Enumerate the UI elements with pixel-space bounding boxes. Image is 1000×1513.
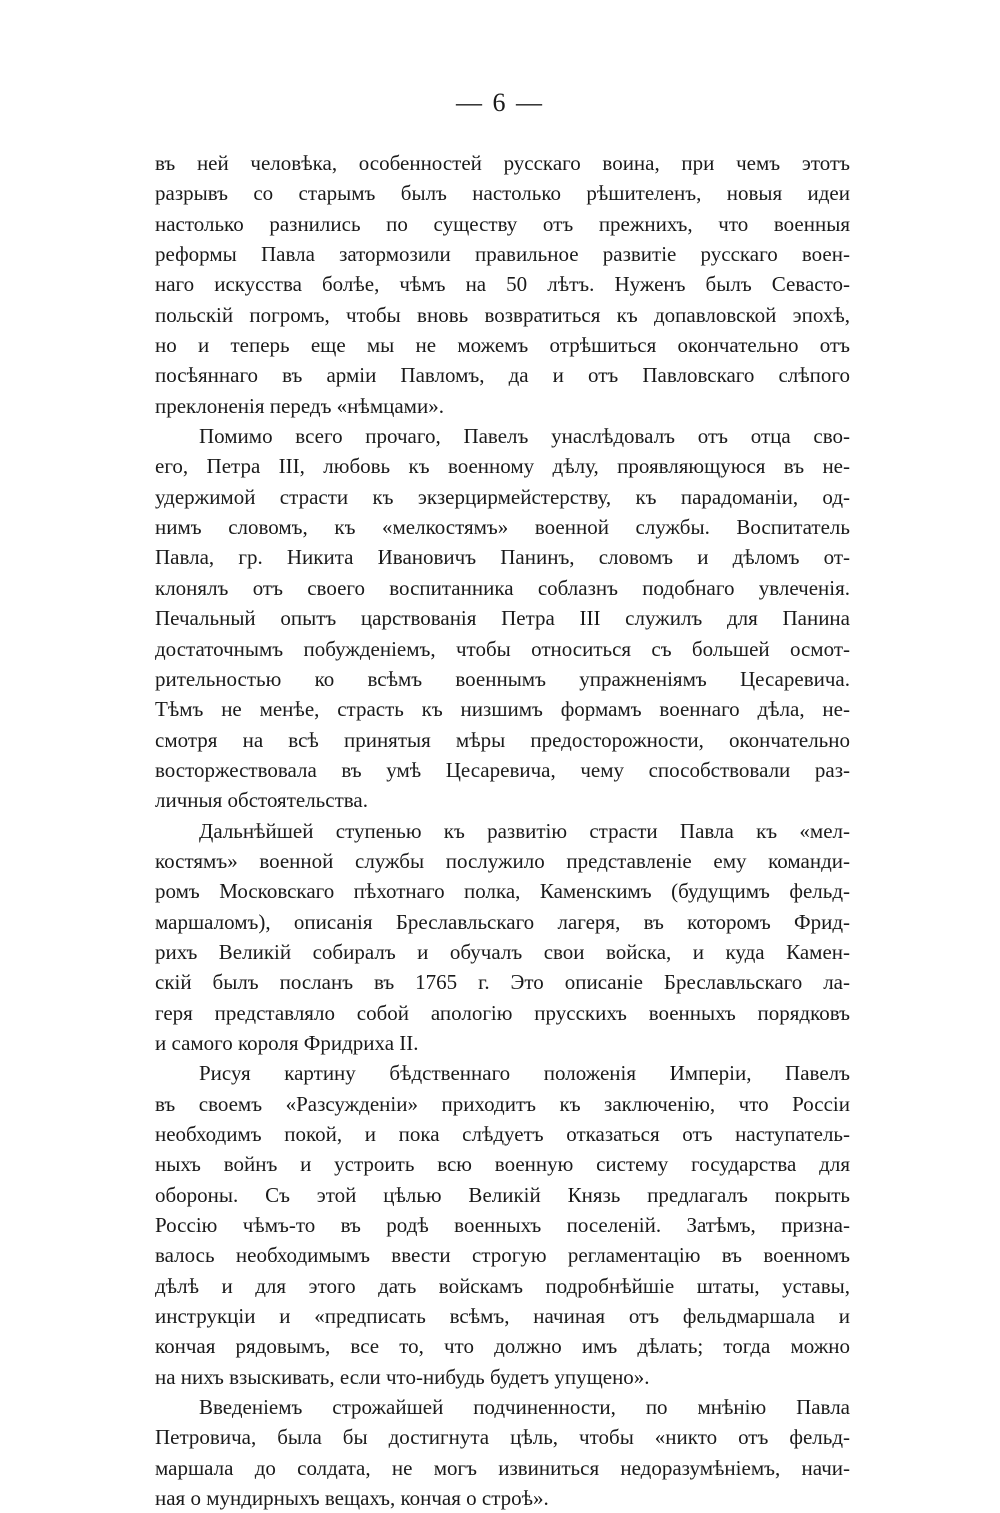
text-line: но и теперь еще мы не можемъ отрѣшиться окончательно отъ [155, 333, 850, 358]
text-line: личныя обстоятельства. [155, 788, 368, 813]
text-line: восторжествовала въ умѣ Цесаревича, чему способствовали раз- [155, 757, 850, 782]
text-line: кончая рядовымъ, все то, что должно имъ дѣлать; тогда можно [155, 1334, 850, 1359]
text-line: и самого короля Фридриха II. [155, 1030, 419, 1055]
paragraph-first-line: Дальнѣйшей ступенью къ развитію страсти Павла къ «мел- [199, 818, 850, 843]
text-line: ромъ Московскаго пѣхотнаго полка, Каменскимъ (будущимъ фельд- [155, 879, 850, 904]
text-line: въ ней человѣка, особенностей русскаго воина, при чемъ этотъ [155, 151, 850, 175]
text-line: разрывъ со старымъ былъ настолько рѣшителенъ, новыя идеи [155, 181, 850, 206]
text-line: клонялъ отъ своего воспитанника соблазнъ подобнаго увлеченія. [155, 575, 850, 600]
text-line: валось необходимымъ ввести строгую регламентацію въ военномъ [155, 1243, 850, 1268]
paragraph-first-line: Рисуя картину бѣдственнаго положенія Имперіи, Павелъ [199, 1061, 850, 1086]
text-line: дѣлѣ и для этого дать войскамъ подробнѣйшіе штаты, уставы, [155, 1273, 850, 1298]
text-line: скій былъ посланъ въ 1765 г. Это описаніе Бреславльскаго ла- [155, 970, 850, 995]
text-line: Петровича, была бы достигнута цѣль, чтобы «никто отъ фельд- [155, 1425, 850, 1450]
text-line: въ своемъ «Разсужденіи» приходитъ къ заключенію, что Россіи [155, 1091, 850, 1116]
text-line: инструкціи и «предписать всѣмъ, начиная отъ фельдмаршала и [155, 1304, 850, 1329]
text-line: ныхъ войнъ и устроить всю военную систему государства для [155, 1152, 850, 1177]
page-number: — 6 — [456, 88, 544, 117]
text-line: преклоненія передъ «нѣмцами». [155, 393, 444, 418]
text-line: на нихъ взыскивать, если что-нибудь будетъ упущено». [155, 1364, 650, 1389]
text-line: костямъ» военной службы послужило представленіе ему команди- [155, 848, 850, 873]
text-line: удержимой страсти къ экзерцирмейстерству, къ парадоманіи, од- [155, 484, 850, 509]
text-line: маршаломъ), описанія Бреславльскаго лагеря, въ которомъ Фрид- [155, 909, 850, 934]
text-line: Печальный опытъ царствованія Петра III служилъ для Панина [155, 606, 850, 631]
text-line: рительностью ко всѣмъ военнымъ упражненіямъ Цесаревича. [155, 666, 850, 691]
text-line: его, Петра III, любовь къ военному дѣлу, проявляющуюся въ не- [155, 454, 850, 479]
text-line: Павла, гр. Никита Ивановичъ Панинъ, словомъ и дѣломъ от- [155, 545, 850, 570]
text-line: реформы Павла затормозили правильное развитіе русскаго воен- [155, 242, 850, 267]
text-line: ная о мундирныхъ вещахъ, кончая о строѣ». [155, 1486, 549, 1511]
text-line: настолько разнились по существу отъ прежнихъ, что военныя [155, 211, 850, 236]
text-line: маршала до солдата, не могъ извиниться недоразумѣніемъ, начи- [155, 1455, 850, 1480]
text-line: наго искусства болѣе, чѣмъ на 50 лѣтъ. Нуженъ былъ Севасто- [155, 272, 850, 297]
text-line: геря представляло собой апологію прусскихъ военныхъ порядковъ [155, 1000, 850, 1025]
text-line: необходимъ покой, и пока слѣдуетъ отказаться отъ наступатель- [155, 1122, 850, 1146]
paragraph-first-line: Введеніемъ строжайшей подчиненности, по мнѣнію Павла [199, 1395, 850, 1420]
text-line: Тѣмъ не менѣе, страсть къ низшимъ формамъ военнаго дѣла, не- [155, 697, 850, 722]
text-line: нимъ словомъ, къ «мелкостямъ» военной службы. Воспитатель [155, 515, 850, 540]
text-line: Россію чѣмъ-то въ родѣ военныхъ поселеній. Затѣмъ, призна- [155, 1213, 850, 1238]
text-line: достаточнымъ побужденіемъ, чтобы относиться съ большей осмот- [155, 636, 850, 661]
text-line: посѣяннаго въ арміи Павломъ, да и отъ Павловскаго слѣпого [155, 363, 850, 388]
text-line: польскій погромъ, чтобы вновь возвратиться къ допавловской эпохѣ, [155, 302, 850, 327]
text-line: обороны. Съ этой цѣлью Великій Князь предлагалъ покрыть [155, 1182, 850, 1207]
text-line: смотря на всѣ принятыя мѣры предосторожности, окончательно [155, 727, 850, 752]
text-line: рихъ Великій собиралъ и обучалъ свои войска, и куда Камен- [155, 939, 850, 964]
body-text [155, 148, 850, 1513]
paragraph-first-line: Помимо всего прочаго, Павелъ унаслѣдовалъ отъ отца сво- [199, 424, 850, 449]
